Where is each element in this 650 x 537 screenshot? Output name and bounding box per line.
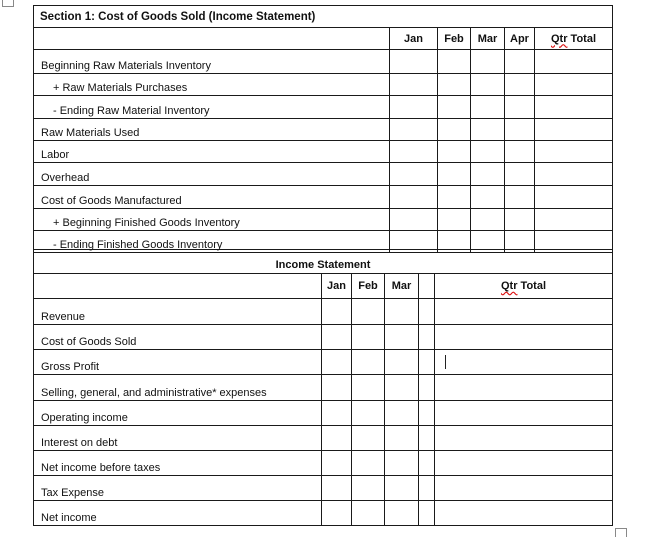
row-label: + Beginning Finished Goods Inventory (34, 209, 390, 231)
table-row (34, 163, 613, 186)
cell[interactable] (471, 96, 505, 119)
col-header-qtr-total (435, 274, 613, 299)
cell[interactable] (352, 401, 385, 426)
cell[interactable] (471, 163, 505, 186)
cell[interactable] (352, 325, 385, 350)
table-row (34, 50, 613, 74)
cell[interactable] (505, 141, 535, 163)
row-label: Labor (34, 141, 390, 163)
cell[interactable] (419, 401, 435, 426)
cell[interactable] (435, 401, 613, 426)
cell[interactable] (419, 501, 435, 526)
income-statement-title: Income Statement (34, 250, 613, 274)
cell[interactable] (419, 350, 435, 375)
table-row (34, 141, 613, 163)
cell[interactable] (322, 426, 352, 451)
table-row (34, 476, 613, 501)
cogs-table (33, 5, 613, 253)
row-label: Interest on debt (34, 426, 322, 451)
blank-column-header[interactable] (419, 274, 435, 299)
col-header-jan: Jan (390, 28, 438, 50)
cell[interactable] (471, 119, 505, 141)
col-header-mar: Mar (385, 274, 419, 299)
cell[interactable] (419, 325, 435, 350)
cell[interactable] (505, 163, 535, 186)
col-header-apr: Apr (505, 28, 535, 50)
cell[interactable] (535, 119, 613, 141)
table-row (34, 96, 613, 119)
cell[interactable] (471, 50, 505, 74)
cell[interactable] (322, 350, 352, 375)
row-label: - Ending Finished Goods Inventory (34, 231, 390, 253)
table-row (34, 325, 613, 350)
cell[interactable] (438, 163, 471, 186)
cell[interactable] (435, 299, 613, 325)
cell[interactable] (322, 325, 352, 350)
cell[interactable] (505, 96, 535, 119)
cell[interactable] (438, 96, 471, 119)
table-row (34, 501, 613, 526)
qtr-word: Qtr (550, 32, 568, 45)
cell[interactable] (535, 74, 613, 96)
cell[interactable] (438, 74, 471, 96)
cell[interactable] (385, 299, 419, 325)
cell[interactable] (322, 476, 352, 501)
cell[interactable] (322, 401, 352, 426)
section1-title: Section 1: Cost of Goods Sold (Income Statement) (34, 6, 613, 28)
table-row (34, 299, 613, 325)
cell[interactable] (322, 501, 352, 526)
table-row (34, 375, 613, 401)
cell[interactable] (390, 96, 438, 119)
cell[interactable] (385, 325, 419, 350)
cell[interactable] (419, 476, 435, 501)
total-word: Total (517, 280, 546, 292)
col-header-jan: Jan (322, 274, 352, 299)
col-header-feb: Feb (438, 28, 471, 50)
cell[interactable] (390, 209, 438, 231)
cell[interactable] (471, 186, 505, 209)
cell[interactable] (385, 426, 419, 451)
row-label: Net income (34, 501, 322, 526)
cell[interactable] (435, 451, 613, 476)
cell[interactable] (385, 476, 419, 501)
cell[interactable] (535, 141, 613, 163)
table-row (34, 350, 613, 375)
row-label: Overhead (34, 163, 390, 186)
cell[interactable] (438, 209, 471, 231)
qtr-word: Qtr (500, 280, 518, 292)
cell[interactable] (505, 186, 535, 209)
table-move-handle[interactable] (2, 0, 14, 7)
income-statement-table (33, 249, 613, 526)
cell[interactable] (390, 50, 438, 74)
cell[interactable] (438, 50, 471, 74)
cell[interactable] (435, 325, 613, 350)
cell[interactable] (535, 96, 613, 119)
cell[interactable] (535, 209, 613, 231)
cell[interactable] (419, 375, 435, 401)
cell[interactable] (322, 299, 352, 325)
cell[interactable] (352, 375, 385, 401)
cell[interactable] (535, 163, 613, 186)
cell[interactable] (352, 451, 385, 476)
cell[interactable] (385, 350, 419, 375)
cell[interactable] (385, 451, 419, 476)
cell[interactable] (352, 350, 385, 375)
cell[interactable] (390, 119, 438, 141)
row-label: Cost of Goods Manufactured (34, 186, 390, 209)
row-label: Cost of Goods Sold (34, 325, 322, 350)
row-label: Selling, general, and administrative* expenses (34, 375, 322, 401)
cell[interactable] (505, 50, 535, 74)
row-label: Beginning Raw Materials Inventory (34, 50, 390, 74)
table-row (34, 426, 613, 451)
row-label: Net income before taxes (34, 451, 322, 476)
col-header-qtr-total (535, 28, 613, 50)
cell[interactable] (435, 426, 613, 451)
header-blank-cell[interactable] (34, 274, 322, 299)
cell[interactable] (390, 74, 438, 96)
cell[interactable] (535, 50, 613, 74)
cell[interactable] (535, 186, 613, 209)
header-blank-cell[interactable] (34, 28, 390, 50)
cell[interactable] (471, 141, 505, 163)
cell[interactable] (419, 426, 435, 451)
cell[interactable] (505, 74, 535, 96)
cell[interactable] (352, 476, 385, 501)
cell-active[interactable] (435, 350, 613, 375)
row-label: - Ending Raw Material Inventory (34, 96, 390, 119)
cell[interactable] (352, 426, 385, 451)
cell[interactable] (435, 476, 613, 501)
cell[interactable] (435, 375, 613, 401)
cell[interactable] (419, 451, 435, 476)
row-label: Revenue (34, 299, 322, 325)
cell[interactable] (419, 299, 435, 325)
col-header-mar: Mar (471, 28, 505, 50)
row-label: + Raw Materials Purchases (34, 74, 390, 96)
cell[interactable] (471, 74, 505, 96)
cell[interactable] (385, 375, 419, 401)
cell[interactable] (438, 141, 471, 163)
cell[interactable] (471, 209, 505, 231)
cell[interactable] (505, 209, 535, 231)
cell[interactable] (385, 401, 419, 426)
table-row (34, 119, 613, 141)
cell[interactable] (390, 186, 438, 209)
table-row (34, 209, 613, 231)
cell[interactable] (385, 501, 419, 526)
cell[interactable] (435, 501, 613, 526)
table-row (34, 401, 613, 426)
cell[interactable] (322, 451, 352, 476)
cell[interactable] (505, 119, 535, 141)
table-row (34, 186, 613, 209)
cell[interactable] (352, 299, 385, 325)
cell[interactable] (438, 186, 471, 209)
text-cursor (445, 355, 446, 369)
col-header-feb: Feb (352, 274, 385, 299)
table-row (34, 74, 613, 96)
cell[interactable] (438, 119, 471, 141)
cell[interactable] (322, 375, 352, 401)
cell[interactable] (390, 163, 438, 186)
row-label: Gross Profit (34, 350, 322, 375)
table-row (34, 451, 613, 476)
cell[interactable] (352, 501, 385, 526)
row-label: Operating income (34, 401, 322, 426)
cell[interactable] (390, 141, 438, 163)
row-label: Raw Materials Used (34, 119, 390, 141)
row-label: Tax Expense (34, 476, 322, 501)
total-word: Total (567, 32, 596, 45)
